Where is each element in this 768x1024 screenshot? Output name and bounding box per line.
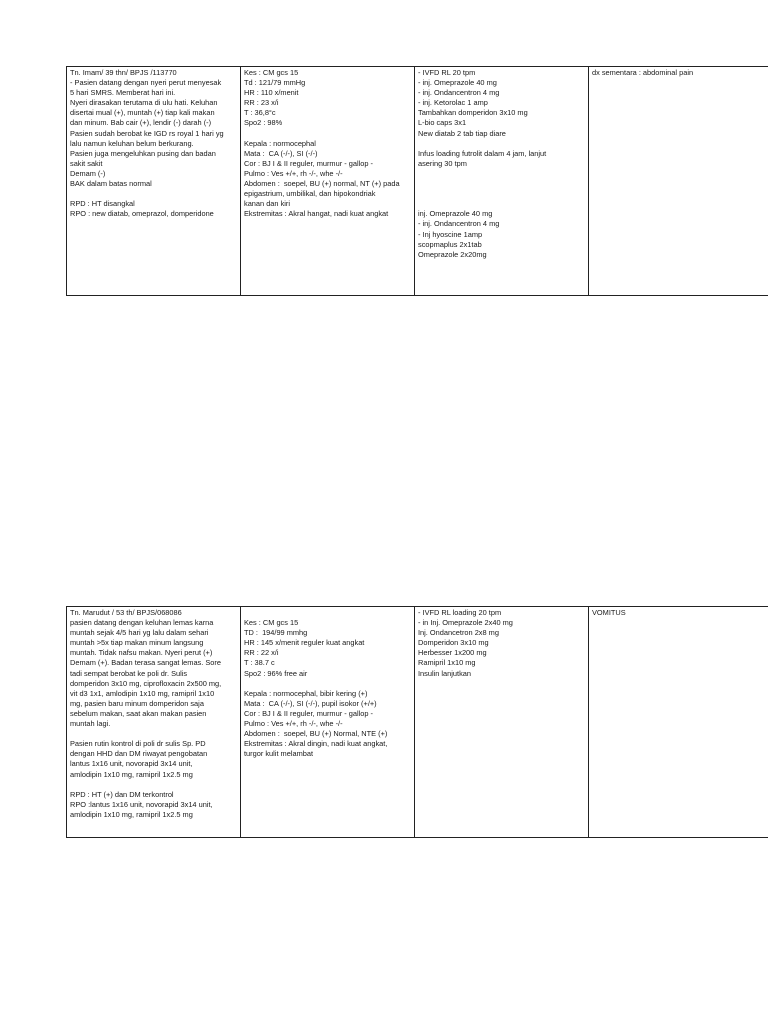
text-line: New diatab 2 tab tiap diare xyxy=(418,128,506,138)
text-line: Kepala : normocephal, bibir kering (+) xyxy=(244,688,368,698)
text-line: - Pasien datang dengan nyeri perut menyesak xyxy=(70,78,222,88)
text-line: sakit sakit xyxy=(70,158,103,168)
text-line: Tn. Imam/ 39 thn/ BPJS /113770 xyxy=(70,68,177,77)
text-line: Pulmo : Ves +/+, rh -/-, whe -/- xyxy=(244,168,343,178)
text-line: Insulin lanjutkan xyxy=(418,668,472,678)
text-line: BAK dalam batas normal xyxy=(70,179,152,189)
case-table-2 xyxy=(66,606,768,838)
text-line: sebelum makan, saat akan makan pasien xyxy=(70,708,207,718)
text-line: RPD : HT disangkal xyxy=(70,199,135,209)
text-line: Herbesser 1x200 mg xyxy=(418,648,487,658)
objective-cell xyxy=(241,67,415,296)
text-line: Tn. Marudut / 53 th/ BPJS/068086 xyxy=(70,608,182,617)
text-line: Demam (+). Badan terasa sangat lemas. Sore xyxy=(70,658,221,668)
text-line xyxy=(70,189,237,199)
text-line: kanan dan kiri xyxy=(244,199,291,209)
text-line xyxy=(418,179,585,189)
text-line: muntah. Tidak nafsu makan. Nyeri perut (+) xyxy=(70,648,213,658)
text-line: Td : 121/79 mmHg xyxy=(244,78,306,88)
text-line: muntah >5x tiap makan minum langsung xyxy=(70,638,204,648)
text-line: lalu namun keluhan belum berkurang. xyxy=(70,138,194,148)
text-line: T : 38.7 c xyxy=(244,658,275,668)
text-line: muntah sejak 4/5 hari yg lalu dalam sehari xyxy=(70,628,209,638)
text-line: dan minum. Bab cair (+), lendir (-) darah (-) xyxy=(70,118,212,128)
text-line: - inj. Ondancentron 4 mg xyxy=(418,219,500,229)
subjective-cell xyxy=(67,67,241,296)
text-line: Abdomen : soepel, BU (+) normal, NT (+) pada xyxy=(244,179,400,189)
text-line: RPO : new diatab, omeprazol, domperidone xyxy=(70,209,214,219)
text-line: - inj. Ketorolac 1 amp xyxy=(418,98,488,108)
text-line: TD : 194/99 mmhg xyxy=(244,628,308,638)
text-line: epigastrium, umbilikal, dan hipokondriak xyxy=(244,189,376,199)
text-line: tadi sempat berobat ke poli dr. Sulis xyxy=(70,668,188,678)
objective-cell xyxy=(241,607,415,838)
text-line: - IVFD RL loading 20 tpm xyxy=(418,608,502,617)
text-line: RR : 22 x/i xyxy=(244,648,279,658)
text-line: Cor : BJ I & II reguler, murmur - gallop - xyxy=(244,708,373,718)
text-line: Mata : CA (-/-), SI (-/-), pupil isokor (+/+) xyxy=(244,698,377,708)
case-table-1 xyxy=(66,66,768,296)
text-line: Inj. Ondancetron 2x8 mg xyxy=(418,628,499,638)
text-line: - IVFD RL 20 tpm xyxy=(418,68,476,77)
text-line: Spo2 : 96% free air xyxy=(244,668,308,678)
text-line: inj. Omeprazole 40 mg xyxy=(418,209,493,219)
text-line: disertai mual (+), muntah (+) tiap kali makan xyxy=(70,108,215,118)
text-line xyxy=(70,729,237,739)
text-line: domperidon 3x10 mg, ciprofloxacin 2x500 mg, xyxy=(70,678,222,688)
text-line: amlodipin 1x10 mg, ramipril 1x2.5 mg xyxy=(70,769,193,779)
text-line: RR : 23 x/i xyxy=(244,98,279,108)
text-line xyxy=(70,780,237,790)
text-line: - inj. Ondancentron 4 mg xyxy=(418,88,500,98)
text-line: Pulmo : Ves +/+, rh -/-, whe -/- xyxy=(244,719,343,729)
text-line: asering 30 tpm xyxy=(418,158,467,168)
text-line: Abdomen : soepel, BU (+) Normal, NTE (+) xyxy=(244,729,388,739)
text-line: Cor : BJ I & II reguler, murmur - gallop - xyxy=(244,158,373,168)
text-line: dx sementara : abdominal pain xyxy=(592,68,694,77)
text-line: Ekstremitas : Akral hangat, nadi kuat angkat xyxy=(244,209,389,219)
subjective-cell xyxy=(67,607,241,838)
text-line: - Inj hyoscine 1amp xyxy=(418,229,483,239)
text-line xyxy=(244,608,411,618)
diagnosis-cell xyxy=(589,67,768,296)
text-line: RPO :lantus 1x16 unit, novorapid 3x14 unit, xyxy=(70,799,213,809)
diagnosis-cell xyxy=(589,607,768,838)
text-line: Mata : CA (-/-), SI (-/-) xyxy=(244,148,318,158)
text-line xyxy=(418,139,585,149)
text-line: Tambahkan domperidon 3x10 mg xyxy=(418,108,528,118)
text-line: Nyeri dirasakan terutama di ulu hati. Keluhan xyxy=(70,98,218,108)
text-line: L-bio caps 3x1 xyxy=(418,118,467,128)
text-line: RPD : HT (+) dan DM terkontrol xyxy=(70,789,174,799)
text-line: Demam (-) xyxy=(70,168,106,178)
text-line: - in Inj. Omeprazole 2x40 mg xyxy=(418,618,513,628)
table-row xyxy=(67,607,768,838)
text-line: Domperidon 3x10 mg xyxy=(418,638,489,648)
text-line xyxy=(244,129,411,139)
text-line: turgor kulit melambat xyxy=(244,749,314,759)
text-line: pasien datang dengan keluhan lemas karna xyxy=(70,618,214,628)
text-line xyxy=(418,199,585,209)
plan-cell xyxy=(415,67,589,296)
text-line: 5 hari SMRS. Memberat hari ini. xyxy=(70,88,176,98)
text-line: lantus 1x16 unit, novorapid 3x14 unit, xyxy=(70,759,193,769)
text-line: Pasien rutin kontrol di poli dr sulis Sp. PD xyxy=(70,739,206,749)
text-line: vit d3 1x1, amlodipin 1x10 mg, ramipril 1x10 xyxy=(70,688,215,698)
text-line: scopmaplus 2x1tab xyxy=(418,239,482,249)
text-line: Pasien juga mengeluhkan pusing dan badan xyxy=(70,148,216,158)
text-line: Infus loading futrolit dalam 4 jam, lanjut xyxy=(418,148,547,158)
text-line: amlodipin 1x10 mg, ramipril 1x2.5 mg xyxy=(70,809,193,819)
table-row xyxy=(67,67,768,296)
text-line: - inj. Omeprazole 40 mg xyxy=(418,78,497,88)
text-line: HR : 110 x/menit xyxy=(244,88,299,98)
text-line xyxy=(418,169,585,179)
text-line: Ramipril 1x10 mg xyxy=(418,658,476,668)
text-line: Ekstremitas : Akral dingin, nadi kuat angkat, xyxy=(244,739,388,749)
text-line: HR : 145 x/menit reguler kuat angkat xyxy=(244,638,365,648)
text-line: muntah lagi. xyxy=(70,719,111,729)
text-line xyxy=(418,189,585,199)
text-line: Omeprazole 2x20mg xyxy=(418,249,487,259)
text-line: dengan HHD dan DM riwayat pengobatan xyxy=(70,749,208,759)
text-line: Kes : CM gcs 15 xyxy=(244,68,299,77)
text-line: T : 36,8°c xyxy=(244,108,276,118)
plan-cell xyxy=(415,607,589,838)
text-line: mg, pasien baru minum domperidon saja xyxy=(70,698,204,708)
text-line: Pasien sudah berobat ke IGD rs royal 1 hari yg xyxy=(70,128,224,138)
text-line: VOMITUS xyxy=(592,608,626,617)
text-line: Spo2 : 98% xyxy=(244,118,283,128)
text-line: Kes : CM gcs 15 xyxy=(244,618,299,628)
text-line: Kepala : normocephal xyxy=(244,138,316,148)
text-line xyxy=(244,679,411,689)
